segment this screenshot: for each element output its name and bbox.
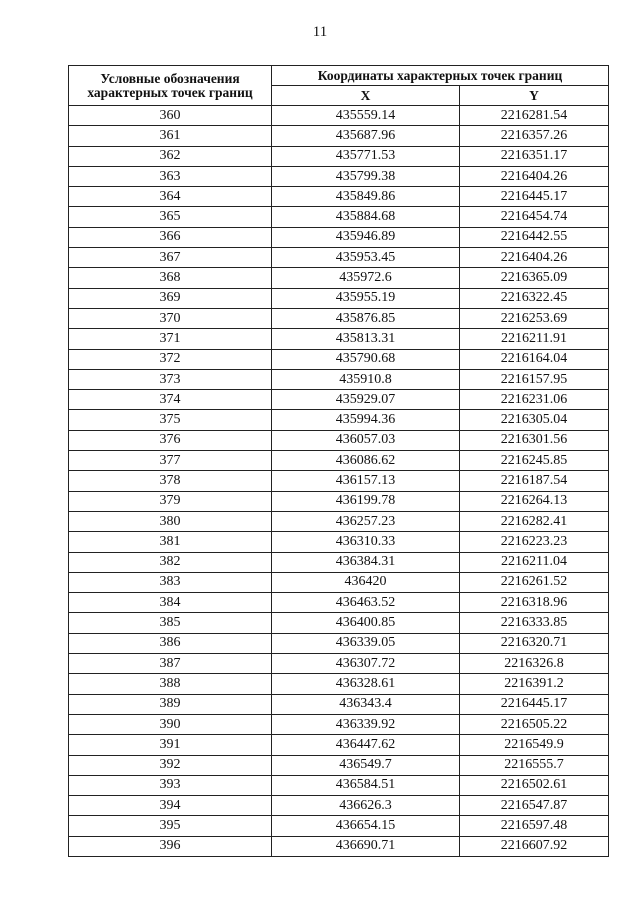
table-row [69,491,609,511]
table-row [69,654,609,674]
point-id-cell: 391 [69,735,272,755]
table-row [69,451,609,471]
y-coordinate-cell: 2216282.41 [460,511,609,531]
y-coordinate-cell: 2216187.54 [460,471,609,491]
point-id-cell: 373 [69,369,272,389]
table-row [69,532,609,552]
table-row [69,227,609,247]
point-designation-header-line2: характерных точек границ [87,84,253,100]
x-coordinate-cell: 436584.51 [272,775,460,795]
y-coordinate-cell: 2216445.17 [460,187,609,207]
x-coordinate-cell: 436549.7 [272,755,460,775]
table-row [69,633,609,653]
x-coordinate-cell: 436384.31 [272,552,460,572]
table-row [69,329,609,349]
y-coordinate-cell: 2216333.85 [460,613,609,633]
x-coordinate-cell: 436690.71 [272,836,460,856]
coordinates-header: Координаты характерных точек границ [272,66,609,86]
x-coordinate-cell: 435687.96 [272,126,460,146]
x-coordinate-cell: 436257.23 [272,511,460,531]
y-column-header: Y [460,86,609,106]
point-id-cell: 380 [69,511,272,531]
point-id-cell: 377 [69,451,272,471]
point-id-cell: 378 [69,471,272,491]
table-row [69,146,609,166]
point-id-cell: 386 [69,633,272,653]
y-coordinate-cell: 2216211.91 [460,329,609,349]
point-id-cell: 372 [69,349,272,369]
y-coordinate-cell: 2216549.9 [460,735,609,755]
y-coordinate-cell: 2216505.22 [460,714,609,734]
y-coordinate-cell: 2216445.17 [460,694,609,714]
table-row [69,308,609,328]
y-coordinate-cell: 2216211.04 [460,552,609,572]
x-coordinate-cell: 436057.03 [272,430,460,450]
table-body [69,106,609,857]
x-coordinate-cell: 436339.05 [272,633,460,653]
point-id-cell: 385 [69,613,272,633]
table-row [69,349,609,369]
y-coordinate-cell: 2216261.52 [460,572,609,592]
point-id-cell: 382 [69,552,272,572]
point-id-cell: 383 [69,572,272,592]
y-coordinate-cell: 2216391.2 [460,674,609,694]
page-number: 11 [312,24,328,40]
point-id-cell: 389 [69,694,272,714]
y-coordinate-cell: 2216442.55 [460,227,609,247]
x-coordinate-cell: 435771.53 [272,146,460,166]
x-coordinate-cell: 436310.33 [272,532,460,552]
y-coordinate-cell: 2216253.69 [460,308,609,328]
y-coordinate-cell: 2216454.74 [460,207,609,227]
y-coordinate-cell: 2216365.09 [460,268,609,288]
x-coordinate-cell: 435813.31 [272,329,460,349]
point-id-cell: 393 [69,775,272,795]
y-coordinate-cell: 2216231.06 [460,390,609,410]
x-coordinate-cell: 436400.85 [272,613,460,633]
table-row [69,430,609,450]
y-coordinate-cell: 2216245.85 [460,451,609,471]
point-id-cell: 361 [69,126,272,146]
x-coordinate-cell: 436654.15 [272,816,460,836]
y-coordinate-cell: 2216301.56 [460,430,609,450]
point-id-cell: 371 [69,329,272,349]
x-coordinate-cell: 436343.4 [272,694,460,714]
table-row [69,674,609,694]
point-id-cell: 365 [69,207,272,227]
table-row [69,268,609,288]
table-row [69,248,609,268]
table-row [69,755,609,775]
point-id-cell: 387 [69,654,272,674]
y-coordinate-cell: 2216404.26 [460,248,609,268]
point-id-cell: 390 [69,714,272,734]
point-id-cell: 370 [69,308,272,328]
table-row [69,511,609,531]
table-row [69,816,609,836]
y-coordinate-cell: 2216326.8 [460,654,609,674]
point-id-cell: 384 [69,593,272,613]
point-id-cell: 396 [69,836,272,856]
table-row [69,735,609,755]
x-coordinate-cell: 436447.62 [272,735,460,755]
table-row [69,714,609,734]
point-id-cell: 367 [69,248,272,268]
table-row [69,796,609,816]
table-row [69,390,609,410]
x-coordinate-cell: 435910.8 [272,369,460,389]
y-coordinate-cell: 2216320.71 [460,633,609,653]
point-id-cell: 392 [69,755,272,775]
y-coordinate-cell: 2216607.92 [460,836,609,856]
table-row [69,369,609,389]
table-row [69,106,609,126]
table-row [69,572,609,592]
y-coordinate-cell: 2216157.95 [460,369,609,389]
point-id-cell: 376 [69,430,272,450]
x-coordinate-cell: 435955.19 [272,288,460,308]
table-row [69,593,609,613]
point-id-cell: 395 [69,816,272,836]
point-id-cell: 362 [69,146,272,166]
point-id-cell: 363 [69,166,272,186]
point-id-cell: 381 [69,532,272,552]
x-coordinate-cell: 435790.68 [272,349,460,369]
point-id-cell: 394 [69,796,272,816]
table-row [69,166,609,186]
x-coordinate-cell: 435972.6 [272,268,460,288]
table-row [69,207,609,227]
x-coordinate-cell: 436339.92 [272,714,460,734]
table-row [69,288,609,308]
y-coordinate-cell: 2216404.26 [460,166,609,186]
x-coordinate-cell: 436420 [272,572,460,592]
x-coordinate-cell: 435849.86 [272,187,460,207]
x-coordinate-cell: 436157.13 [272,471,460,491]
table-header [69,66,609,106]
coordinates-table [68,65,609,857]
table-row [69,694,609,714]
point-id-cell: 364 [69,187,272,207]
x-coordinate-cell: 435929.07 [272,390,460,410]
y-coordinate-cell: 2216322.45 [460,288,609,308]
table-row [69,126,609,146]
x-coordinate-cell: 435884.68 [272,207,460,227]
x-coordinate-cell: 436199.78 [272,491,460,511]
x-coordinate-cell: 436626.3 [272,796,460,816]
y-coordinate-cell: 2216502.61 [460,775,609,795]
x-coordinate-cell: 436086.62 [272,451,460,471]
x-column-header: X [272,86,460,106]
point-id-cell: 360 [69,106,272,126]
x-coordinate-cell: 435559.14 [272,106,460,126]
x-coordinate-cell: 435799.38 [272,166,460,186]
y-coordinate-cell: 2216547.87 [460,796,609,816]
x-coordinate-cell: 435876.85 [272,308,460,328]
y-coordinate-cell: 2216357.26 [460,126,609,146]
point-id-cell: 388 [69,674,272,694]
y-coordinate-cell: 2216318.96 [460,593,609,613]
x-coordinate-cell: 435953.45 [272,248,460,268]
table-row [69,552,609,572]
table-row [69,187,609,207]
x-coordinate-cell: 435946.89 [272,227,460,247]
point-id-cell: 369 [69,288,272,308]
y-coordinate-cell: 2216351.17 [460,146,609,166]
point-id-cell: 374 [69,390,272,410]
table-row [69,613,609,633]
point-id-cell: 366 [69,227,272,247]
x-coordinate-cell: 436328.61 [272,674,460,694]
table-row [69,410,609,430]
point-designation-header-line1: Условные обозначения [100,71,240,86]
point-id-cell: 368 [69,268,272,288]
point-designation-header [69,66,272,106]
table-row [69,836,609,856]
table-row [69,775,609,795]
y-coordinate-cell: 2216164.04 [460,349,609,369]
y-coordinate-cell: 2216305.04 [460,410,609,430]
point-id-cell: 379 [69,491,272,511]
y-coordinate-cell: 2216223.23 [460,532,609,552]
x-coordinate-cell: 435994.36 [272,410,460,430]
y-coordinate-cell: 2216597.48 [460,816,609,836]
y-coordinate-cell: 2216555.7 [460,755,609,775]
y-coordinate-cell: 2216281.54 [460,106,609,126]
x-coordinate-cell: 436463.52 [272,593,460,613]
table-row [69,471,609,491]
point-id-cell: 375 [69,410,272,430]
x-coordinate-cell: 436307.72 [272,654,460,674]
y-coordinate-cell: 2216264.13 [460,491,609,511]
